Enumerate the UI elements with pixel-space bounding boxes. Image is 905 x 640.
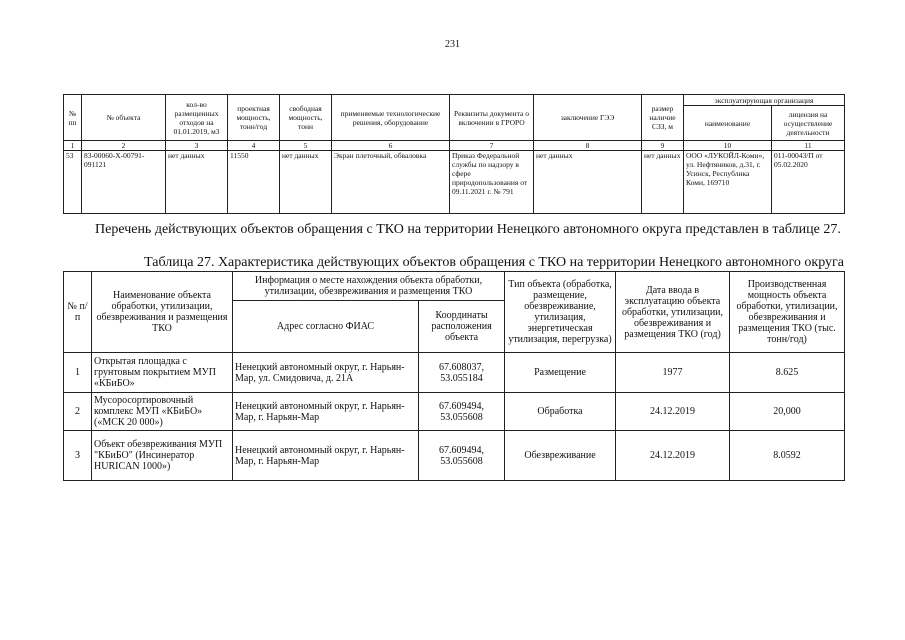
col-number: 8 bbox=[534, 141, 642, 151]
cell-capacity: 20,000 bbox=[730, 393, 845, 431]
cell-name: Мусоросортировочный комплекс МУП «КБиБО» («МСК 20 000») bbox=[92, 393, 233, 431]
cell-type: Размещение bbox=[505, 353, 616, 393]
table-row bbox=[64, 151, 845, 214]
col-number: 5 bbox=[280, 141, 332, 151]
cell-address: Ненецкий автономный округ, г. Нарьян-Мар, г. Нарьян-Мар bbox=[233, 431, 419, 481]
header-groro-details: Реквизиты документа о включении в ГРОРО bbox=[450, 95, 534, 141]
cell-coords: 67.608037, 53.055184 bbox=[419, 353, 505, 393]
col-number: 4 bbox=[228, 141, 280, 151]
header-num: № п/п bbox=[64, 272, 92, 353]
cell-operator-name: ООО «ЛУКОЙЛ-Коми», ул. Нефтяников, д.31, г. Усинск, Республика Коми, 169710 bbox=[684, 151, 772, 214]
header-name: Наименование объекта обработки, утилизации, обезвреживания и размещения ТКО bbox=[92, 272, 233, 353]
cell-design-capacity: 11550 bbox=[228, 151, 280, 214]
header-free-capacity: свободная мощность, тонн bbox=[280, 95, 332, 141]
cell-num: 1 bbox=[64, 353, 92, 393]
cell-num: 53 bbox=[64, 151, 82, 214]
paragraph-text: Перечень действующих объектов обращения с ТКО на территории Ненецкого автономного округа представлен в таблице 27. bbox=[95, 222, 841, 237]
cell-szz-size: нет данных bbox=[642, 151, 684, 214]
waste-disposal-register-table bbox=[63, 94, 845, 214]
header-design-capacity: проектная мощность, тонн/год bbox=[228, 95, 280, 141]
header-object-no: № объекта bbox=[82, 95, 166, 141]
cell-type: Обезвреживание bbox=[505, 431, 616, 481]
cell-type: Обработка bbox=[505, 393, 616, 431]
column-numbers-row bbox=[64, 141, 845, 151]
col-number: 6 bbox=[332, 141, 450, 151]
header-license: лицензия на осуществление деятельности bbox=[772, 106, 845, 141]
cell-free-capacity: нет данных bbox=[280, 151, 332, 214]
header-capacity: Производственная мощность объекта обработки, утилизации, обезвреживания и размещения ТКО (тыс. тонн/год) bbox=[730, 272, 845, 353]
col-number: 9 bbox=[642, 141, 684, 151]
header-date: Дата ввода в эксплуатацию объекта обработки, утилизации, обезвреживания и размещения ТКО (год) bbox=[616, 272, 730, 353]
cell-num: 3 bbox=[64, 431, 92, 481]
page-number: 231 bbox=[445, 39, 460, 50]
cell-waste-volume: нет данных bbox=[166, 151, 228, 214]
cell-address: Ненецкий автономный округ, г. Нарьян-Мар, ул. Смидовича, д. 21А bbox=[233, 353, 419, 393]
cell-date: 24.12.2019 bbox=[616, 431, 730, 481]
cell-license: 011-00043/П от 05.02.2020 bbox=[772, 151, 845, 214]
header-szz-size: размер наличие СЗЗ, м bbox=[642, 95, 684, 141]
cell-gee-conclusion: нет данных bbox=[534, 151, 642, 214]
cell-capacity: 8.625 bbox=[730, 353, 845, 393]
col-number: 10 bbox=[684, 141, 772, 151]
col-number: 3 bbox=[166, 141, 228, 151]
cell-name: Открытая площадка с грунтовым покрытием МУП «КБиБО» bbox=[92, 353, 233, 393]
header-address: Адрес согласно ФИАС bbox=[233, 301, 419, 353]
header-operator-group: эксплуатирующая организация bbox=[684, 95, 845, 106]
cell-date: 1977 bbox=[616, 353, 730, 393]
cell-object-no: 83-00060-Х-00791-091121 bbox=[82, 151, 166, 214]
cell-tech-solutions: Экран плеточный, обваловка bbox=[332, 151, 450, 214]
header-waste-volume: кол-во размещенных отходов на 01.01.2019, м3 bbox=[166, 95, 228, 141]
header-location-group: Информация о месте нахождения объекта обработки, утилизации, обезвреживания и размещения ТКО bbox=[233, 272, 505, 301]
body-paragraph bbox=[63, 222, 844, 237]
cell-coords: 67.609494, 53.055608 bbox=[419, 393, 505, 431]
header-num: № пп bbox=[64, 95, 82, 141]
col-number: 11 bbox=[772, 141, 845, 151]
cell-address: Ненецкий автономный округ, г. Нарьян-Мар, г. Нарьян-Мар bbox=[233, 393, 419, 431]
header-tech-solutions: применяемые технологические решения, оборудование bbox=[332, 95, 450, 141]
cell-capacity: 8.0592 bbox=[730, 431, 845, 481]
col-number: 1 bbox=[64, 141, 82, 151]
cell-num: 2 bbox=[64, 393, 92, 431]
header-type: Тип объекта (обработка, размещение, обезвреживание, утилизация, энергетическая утилизация, перегрузка) bbox=[505, 272, 616, 353]
col-number: 7 bbox=[450, 141, 534, 151]
cell-name: Объект обезвреживания МУП "КБиБО" (Инсинератор HURICAN 1000») bbox=[92, 431, 233, 481]
cell-coords: 67.609494, 53.055608 bbox=[419, 431, 505, 481]
header-coords: Координаты расположения объекта bbox=[419, 301, 505, 353]
table-caption: Таблица 27. Характеристика действующих объектов обращения с ТКО на территории Ненецкого автономного округа bbox=[144, 255, 844, 270]
col-number: 2 bbox=[82, 141, 166, 151]
cell-groro-details: Приказ Федеральной службы по надзору в сфере природопользования от 09.11.2021 г. № 791 bbox=[450, 151, 534, 214]
table-row bbox=[64, 431, 845, 481]
tko-facilities-table bbox=[63, 271, 845, 481]
table-row bbox=[64, 393, 845, 431]
table-row bbox=[64, 353, 845, 393]
header-operator-name: наименование bbox=[684, 106, 772, 141]
header-gee-conclusion: заключение ГЭЭ bbox=[534, 95, 642, 141]
cell-date: 24.12.2019 bbox=[616, 393, 730, 431]
